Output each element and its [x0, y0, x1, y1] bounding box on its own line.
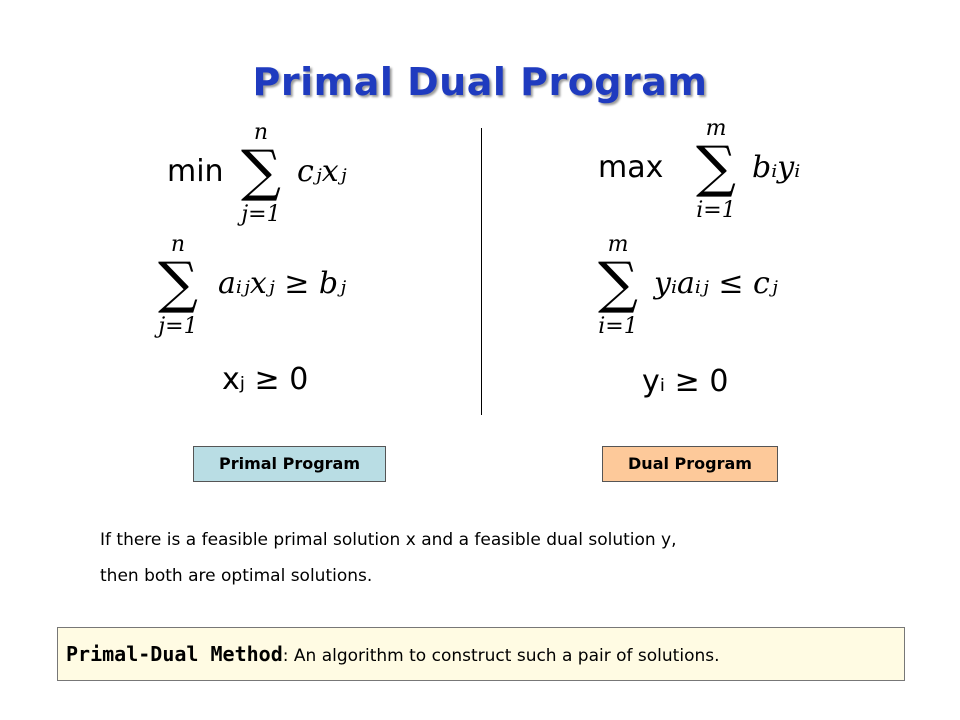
primal-objective-op: min [167, 154, 224, 189]
slide-title: Primal Dual Program [252, 60, 708, 104]
primal-constraint [148, 234, 408, 344]
dual-objective [598, 118, 838, 228]
primal-program-label: Primal Program [193, 446, 386, 482]
optimality-note [100, 522, 900, 594]
dual-objective-upper: m [705, 116, 727, 141]
primal-objective-lower: j=1 [241, 202, 281, 227]
sigma-symbol: ∑ [158, 251, 198, 316]
column-divider [481, 128, 482, 415]
primal-objective-upper: n [253, 120, 269, 145]
primal-constraint-lower: j=1 [158, 314, 198, 339]
method-name: Primal-Dual Method [66, 642, 283, 666]
primal-constraint-sum [148, 234, 208, 338]
note-line-1: If there is a feasible primal solution x and a feasible dual solution y, [100, 530, 677, 550]
dual-objective-op: max [598, 150, 664, 185]
primal-objective-sum [231, 122, 291, 226]
method-callout [57, 627, 905, 681]
dual-nonneg: yᵢ ≥ 0 [642, 364, 729, 399]
primal-constraint-term: aᵢⱼxⱼ ≥ bⱼ [218, 266, 347, 301]
primal-constraint-upper: n [170, 232, 186, 257]
dual-objective-term: bᵢyᵢ [752, 150, 801, 185]
sigma-symbol: ∑ [696, 135, 736, 200]
dual-objective-lower: i=1 [696, 198, 736, 223]
sigma-symbol: ∑ [241, 139, 281, 204]
primal-nonneg: xⱼ ≥ 0 [222, 362, 309, 397]
dual-constraint-upper: m [607, 232, 629, 257]
dual-constraint-term: yᵢaᵢⱼ ≤ cⱼ [654, 266, 778, 301]
note-line-2: then both are optimal solutions. [100, 566, 373, 586]
dual-constraint-sum [588, 234, 648, 338]
sigma-symbol: ∑ [598, 251, 638, 316]
dual-objective-sum [686, 118, 746, 222]
primal-objective [167, 122, 407, 232]
dual-constraint [588, 234, 848, 344]
dual-program-label: Dual Program [602, 446, 778, 482]
method-description: : An algorithm to construct such a pair of solutions. [282, 646, 720, 666]
primal-objective-term: cⱼxⱼ [297, 154, 347, 189]
dual-constraint-lower: i=1 [598, 314, 638, 339]
